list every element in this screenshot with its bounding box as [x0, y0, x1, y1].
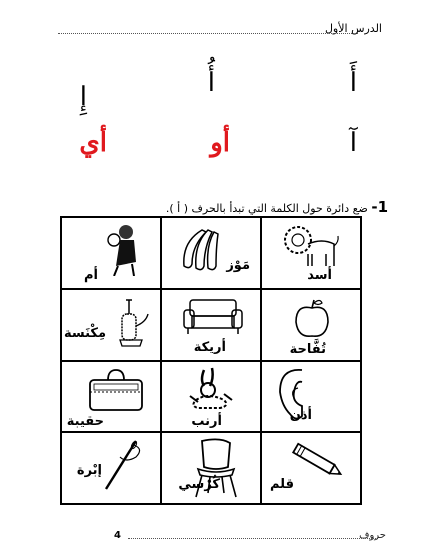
- word-label: أرنب: [191, 413, 222, 429]
- letter-kasra: إِ: [79, 82, 87, 112]
- exercise-text: ضع دائرة حول الكلمة التي تبدأ بالحرف ( أ ).: [165, 202, 368, 215]
- sofa-icon: [180, 296, 246, 338]
- letter-fatha: أَ: [349, 68, 357, 98]
- exercise-number: 1-: [371, 198, 388, 216]
- word-label: قلم: [269, 477, 294, 493]
- letter-madd-waw: أو: [210, 128, 230, 158]
- grid-cell-bag[interactable]: [61, 361, 161, 433]
- word-label: أسد: [307, 268, 332, 283]
- bag-icon: [86, 368, 146, 414]
- exercise-instruction: [166, 198, 388, 216]
- word-label: أريكة: [193, 339, 226, 355]
- grid-cell-rabbit[interactable]: [161, 361, 261, 433]
- letter-madd-alif: آ: [349, 128, 357, 158]
- grid-cell-apple[interactable]: [261, 289, 361, 361]
- word-label: أذن: [289, 407, 312, 423]
- word-label: مِكْنَسة: [63, 325, 106, 341]
- grid-cell-vacuum[interactable]: [61, 289, 161, 361]
- word-label: أم: [84, 268, 98, 283]
- apple-icon: [292, 298, 332, 340]
- word-picture-grid: [60, 216, 362, 505]
- grid-cell-chair[interactable]: [161, 432, 261, 504]
- word-label: تُفَّاحة: [289, 341, 326, 357]
- header-divider: [58, 33, 358, 34]
- lesson-title: الدرس الأول: [324, 22, 382, 35]
- grid-cell-lion[interactable]: [261, 217, 361, 289]
- bananas-icon: [172, 226, 222, 274]
- word-label: حقيبة: [66, 413, 104, 429]
- letter-madd-ya: أي: [79, 128, 107, 158]
- footer-label: حروف: [359, 530, 386, 541]
- needle-icon: [96, 437, 146, 497]
- grid-cell-bananas[interactable]: [161, 217, 261, 289]
- pencil-icon: [286, 441, 346, 481]
- word-label: مَوْز: [226, 258, 250, 273]
- rabbit-icon: [184, 366, 238, 410]
- page-number: 4: [114, 530, 121, 541]
- grid-cell-mother[interactable]: [61, 217, 161, 289]
- lion-icon: [282, 224, 340, 270]
- grid-cell-pencil[interactable]: [261, 432, 361, 504]
- letters-block: [60, 58, 365, 168]
- word-label: كُرْسي: [178, 477, 220, 493]
- mother-icon: [102, 222, 146, 276]
- vacuum-icon: [112, 296, 152, 350]
- letter-damma: أُ: [207, 68, 215, 98]
- word-label: إبْرة: [76, 463, 102, 479]
- grid-cell-ear[interactable]: [261, 361, 361, 433]
- grid-cell-sofa[interactable]: [161, 289, 261, 361]
- footer-divider: [128, 538, 376, 539]
- grid-cell-needle[interactable]: [61, 432, 161, 504]
